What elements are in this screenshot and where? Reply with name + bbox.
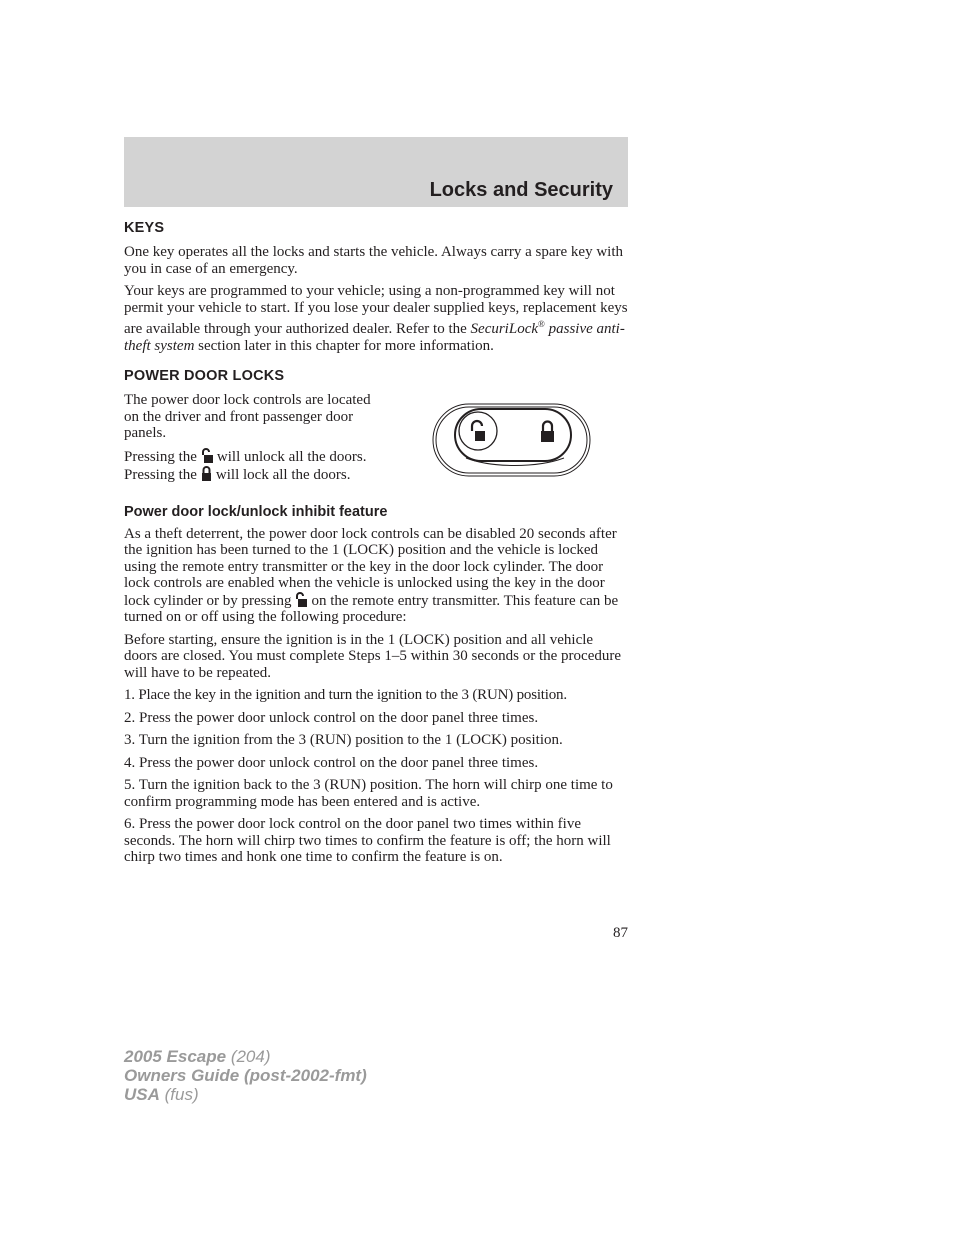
securilock-brand: SecuriLock: [470, 321, 539, 337]
section-title: Locks and Security: [429, 179, 613, 201]
inhibit-paragraph-1: As a theft deterrent, the power door lock controls can be disabled 20 seconds after the ignition has been turned to the 1 (LOCK) position and the vehicle is locked using the remote entry transmitter or the key in the door lock cylinder. The door lock controls are enabled when the vehicle is unlocked using the key in the door lock cylinder or by pressing on the remote entry transmitter. This feature can be turned on or off using the following procedure:: [124, 525, 619, 625]
door-lock-switch-illustration: [432, 400, 592, 480]
keys-paragraph-1: One key operates all the locks and starts the vehicle. Always carry a spare key with you in case of an emergency.: [124, 244, 623, 277]
document-footer: [124, 1047, 367, 1104]
lock-icon: [201, 465, 212, 481]
power-door-locks-paragraph-1: The power door lock controls are located on the driver and front passenger door panels.: [124, 392, 371, 441]
unlock-icon: [201, 448, 213, 463]
registered-mark: ®: [538, 319, 545, 329]
procedure-step: 5. Turn the ignition back to the 3 (RUN) position. The horn will chirp one time to confirm programming mode has been entered and is active.: [124, 777, 613, 810]
inhibit-paragraph-2: Before starting, ensure the ignition is in the 1 (LOCK) position and all vehicle doors are closed. You must complete Steps 1–5 within 30 seconds or the procedure will have to be repeated.: [124, 631, 621, 681]
page-number: 87: [613, 925, 628, 941]
footer-line-3: USA (fus): [124, 1085, 199, 1104]
procedure-step: 3. Turn the ignition from the 3 (RUN) position to the 1 (LOCK) position.: [124, 732, 563, 748]
power-door-locks-paragraph-2: Pressing the will unlock all the doors. Pressing the will lock all the doors.: [124, 448, 367, 483]
power-door-locks-section: [124, 392, 628, 490]
procedure-step: 4. Press the power door unlock control on the door panel three times.: [124, 754, 539, 771]
page-content: [124, 220, 628, 872]
header-band: [124, 137, 628, 207]
power-door-locks-heading: POWER DOOR LOCKS: [124, 368, 285, 384]
inhibit-feature-heading: Power door lock/unlock inhibit feature: [124, 503, 388, 520]
unlock-icon: [295, 592, 307, 607]
procedure-step: 2. Press the power door unlock control on the door panel three times.: [124, 709, 539, 726]
keys-paragraph-2: Your keys are programmed to your vehicle; using a non-programmed key will not permit your vehicle to start. If you lose your dealer supplied keys, replacement keys are available through your authorized dealer. Refer to the SecuriLock® passive anti-theft system section later in this chapter for more information.: [124, 283, 628, 354]
procedure-step: 1. Place the key in the ignition and turn the ignition to the 3 (RUN) position.: [124, 687, 567, 703]
keys-heading: KEYS: [124, 220, 165, 236]
footer-line-2: Owners Guide (post-2002-fmt): [124, 1066, 367, 1085]
footer-line-1: 2005 Escape (204): [124, 1047, 271, 1066]
procedure-step: 6. Press the power door lock control on the door panel two times within five seconds. The horn will chirp two times to confirm the feature is off; the horn will chirp two times and honk one time to confirm the feature is on.: [124, 816, 611, 865]
